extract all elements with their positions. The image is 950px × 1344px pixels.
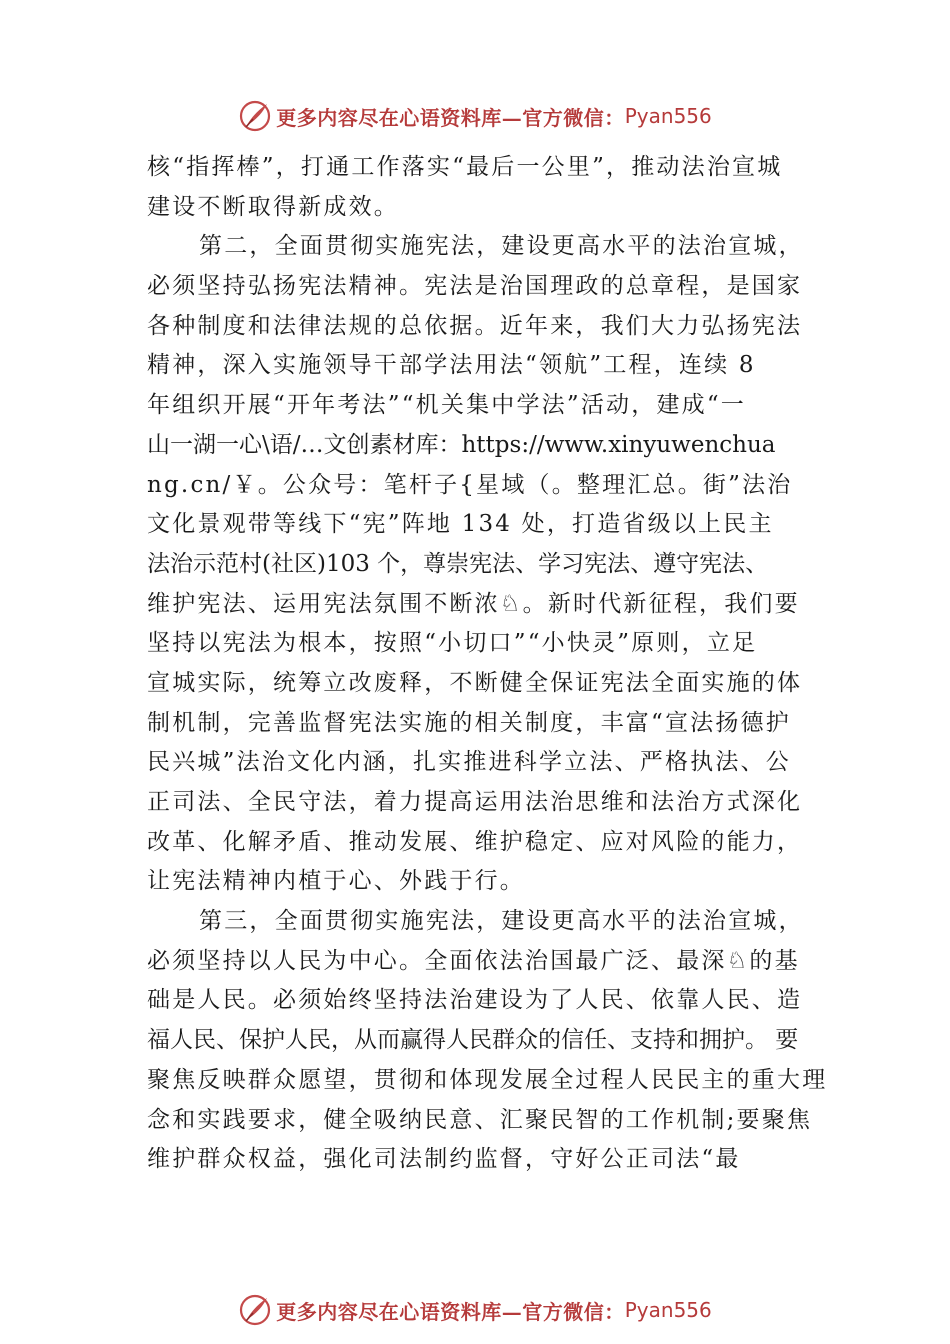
footer-text: 更多内容尽在心语资料库—官方微信： xyxy=(276,1299,625,1324)
text-line: 维护群众权益，强化司法制约监督，守好公正司法“最 xyxy=(147,1146,741,1173)
quill-pen-logo-icon xyxy=(238,99,272,133)
text-line: 正司法、全民守法，着力提高运用法治思维和法治方式深化 xyxy=(147,789,803,815)
header-wechat-id: Pyan556 xyxy=(624,104,712,128)
text-line: 必须坚持弘扬宪法精神。宪法是治国理政的总章程，是国家 xyxy=(147,273,803,300)
quill-pen-logo-icon xyxy=(238,1293,272,1327)
text-line: ng.cn/￥。公众号：笔杆子{星域（。整理汇总。街”法治 xyxy=(147,471,793,498)
header-banner xyxy=(0,96,950,136)
footer-banner xyxy=(0,1290,950,1330)
text-line: 福人民、保护人民，从而赢得人民群众的信任、支持和拥护。 要 xyxy=(147,1027,799,1054)
text-line: 聚焦反映群众愿望，贯彻和体现发展全过程人民民主的重大理 xyxy=(147,1066,828,1093)
footer-wechat-id: Pyan556 xyxy=(624,1298,712,1322)
text-line: 文化景观带等线下“宪”阵地 134 处，打造省级以上民主 xyxy=(147,511,774,538)
text-line: 念和实践要求，健全吸纳民意、汇聚民智的工作机制;要聚焦 xyxy=(147,1106,813,1133)
text-line: 宣城实际，统筹立改废释，不断健全保证宪法全面实施的体 xyxy=(147,669,803,696)
text-line: 让宪法精神内植于心、外践于行。 xyxy=(147,868,525,895)
text-line: 民兴城”法治文化内涵，扎实推进科学立法、严格执法、公 xyxy=(147,749,791,776)
text-line: 维护宪法、运用宪法氛围不断浓♘。新时代新征程，我们要 xyxy=(147,590,800,617)
text-line: 改革、化解矛盾、推动发展、维护稳定、应对风险的能力， xyxy=(147,828,803,855)
text-line: 建设不断取得新成效。 xyxy=(147,193,399,220)
text-line: 坚持以宪法为根本，按照“小切口”“小快灵”原则，立足 xyxy=(147,630,758,657)
document-body xyxy=(147,148,827,1180)
text-line: 山一湖一心\语/…文创素材库：https://www.xinyuwenchua xyxy=(147,431,776,458)
text-line: 法治示范村(社区)103 个，尊崇宪法、学习宪法、遵守宪法、 xyxy=(147,550,769,577)
text-line: 制机制，完善监督宪法实施的相关制度，丰富“宣法扬德护 xyxy=(147,709,791,736)
header-text: 更多内容尽在心语资料库—官方微信： xyxy=(276,105,625,130)
text-line: 核“指挥棒”，打通工作落实“最后一公里”，推动法治宣城 xyxy=(147,154,783,180)
text-line: 必须坚持以人民为中心。全面依法治国最广泛、最深♘的基 xyxy=(147,947,800,974)
text-line: 第三，全面贯彻实施宪法，建设更高水平的法治宣城， xyxy=(199,908,804,935)
text-line: 年组织开展“开年考法”“机关集中学法”活动，建成“一 xyxy=(147,392,746,419)
text-line: 精神，深入实施领导干部学法用法“领航”工程，连续 8 xyxy=(147,352,756,379)
text-line: 第二，全面贯彻实施宪法，建设更高水平的法治宣城， xyxy=(199,233,804,260)
text-line: 各种制度和法律法规的总依据。近年来，我们大力弘扬宪法 xyxy=(147,312,803,339)
text-line: 础是人民。必须始终坚持法治建设为了人民、依靠人民、造 xyxy=(147,987,803,1014)
